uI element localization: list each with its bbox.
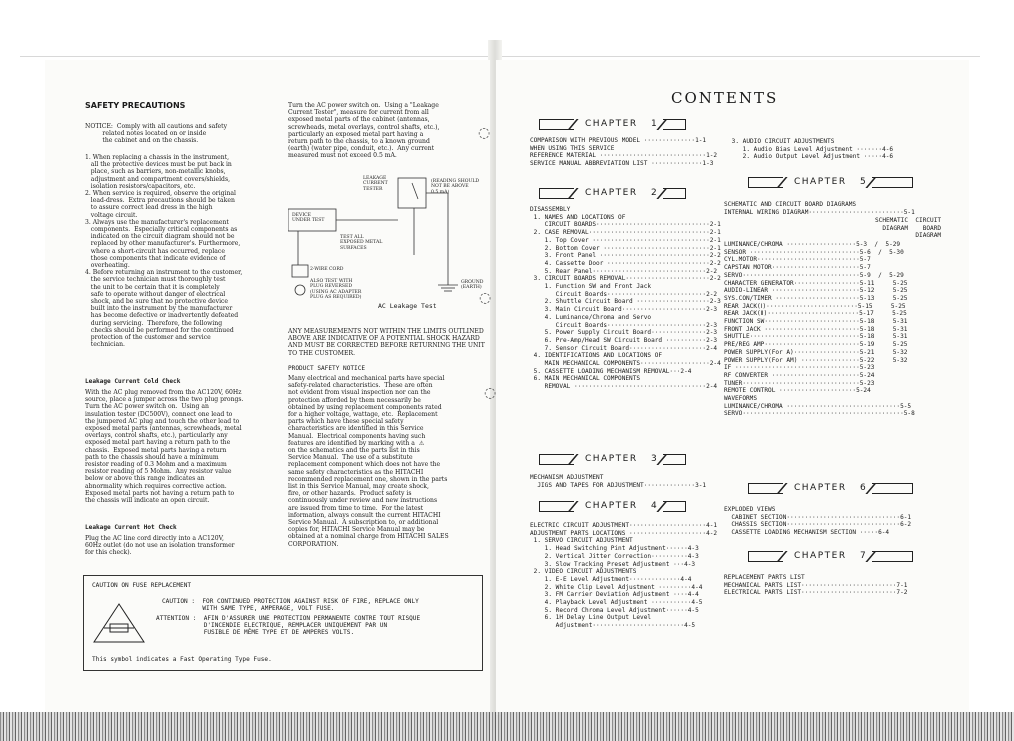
right-page — [496, 60, 969, 715]
ac-leakage-diagram — [288, 175, 488, 310]
binding-hole-mark-3: ◌ — [484, 385, 497, 401]
chapter-2-header — [539, 188, 689, 199]
chapter-7-number: 7 — [860, 551, 868, 561]
chapter-2-label: CHAPTER — [585, 188, 638, 198]
chapter-4-header — [539, 501, 689, 512]
chapter-6-number: 6 — [860, 483, 868, 493]
col2-intro: Turn the AC power switch on. Using a "Leakage Current Tester", measure for current from all exposed metal parts of the cabinet (antennas, screwheads, metal overlays, control shafts, etc.), particularly an exposed metal part having a return path to the chassis, to a known ground (earth) (water pipe, conduit, etc.). Any current measured must not exceed 0.5 mA. — [288, 102, 440, 160]
chapter-1-items: COMPARISON WITH PREVIOUS MODEL ··············1-1 WHEN USING THIS SERVICE REFERENCE MATERIAL ·····························1-2 SERVICE MANUAL ABBREVIATION LIST ··············1-3 — [530, 137, 718, 168]
chapter-2-items: DISASSEMBLY 1. NAMES AND LOCATIONS OF CIRCUIT BOARDS·······························2-1 2. CASE REMOVAL·································2-1 1. Top Cover ································2-1 2. Bottom Cover ·····························2-1 3. Front Panel ······························2-2 4. Cassette Door ····························2-2 5. Rear Panel·······························2-2 3. CIRCUIT BOARDS REMOVAL·······················2-2 1. Function SW and Front Jack Circuit Boards···························2-2 2. Shuttle Circuit Board ····················2-3 3. Main Circuit Board·······················2-3 4. Luminance/Chroma and Servo Circuit Boards···························2-3 5. Power Supply Circuit Board···············2-3 6. Pre-Amp/Head SW Circuit Board ···········2-3 7. Sensor Circuit Board·····················2-4 4. IDENTIFICATIONS AND LOCATIONS OF MAIN MECHANICAL COMPONENTS···················2-4 5. CASSETTE LOADING MECHANISM REMOVAL···2-4 6. MAIN MECHANICAL COMPONENTS REMOVAL ····································2-4 — [530, 206, 721, 391]
test-all-label: TEST ALL EXPOSED METAL SURFACES — [340, 235, 383, 251]
chapter-6-label: CHAPTER — [794, 483, 847, 493]
scan-bottom-edge — [0, 712, 1014, 741]
chapter-7-label: CHAPTER — [794, 551, 847, 561]
reading-label: (READING SHOULD NOT BE ABOVE 0.5 mA) — [431, 179, 480, 195]
cold-check-text: With the AC plug removed from the AC120V, 60Hz source, place a jumper across the two plug prongs. Turn the AC power switch on. Using an insulation tester (DC500V), connect one lead to the jumpered AC plug and touch the other lead to exposed metal parts (antennas, screwheads, metal overlays, control shafts, etc.), particularly any exposed metal part having a return path to the chassis. Exposed metal parts having a return path to the chassis should have a minimum resistor reading of 0.3 Mohm and a maximum resistor reading of 5 Mohm. Any resistor value below or above this range indicates an abnormality which requires corrective action. Exposed metal parts not having a return path to the chassis will indicate an open circuit. — [85, 389, 244, 505]
tester-label: LEAKAGE CURRENT TESTER — [363, 176, 388, 192]
chapter-4-items: ELECTRIC CIRCUIT ADJUSTMENT·····················4-1 ADJUSTMENT PARTS LOCATIONS ·····················4-2 1. SERVO CIRCUIT ADJUSTMENT 1. Head Switching Pint Adjustment······4-3 2. Vertical Jitter Correction··········4-3 3. Slow Tracking Preset Adjustment ···4-3 2. VIDEO CIRCUIT ADJUSTMENTS 1. E-E Level Adjustment··············4-4 2. White Clip Level Adjustment ·········4-4 3. FM Carrier Deviation Adjustment ····4-4 4. Playback Level Adjustment ···········4-5 5. Record Chroma Level Adjustment······4-5 6. 1H Delay Line Output Level Adjustment·························4-5 — [530, 522, 718, 630]
diagram-caption: AC Leakage Test — [378, 302, 437, 310]
chapter-4-label: CHAPTER — [585, 501, 638, 511]
hot-check-title: Leakage Current Hot Check — [85, 524, 177, 531]
chapter-5-head: SCHEMATIC AND CIRCUIT BOARD DIAGRAMS INTERNAL WIRING DIAGRAM··························5-1 — [724, 201, 915, 216]
chapter-5-items: LUMINANCE/CHROMA ···················5-3 / 5-29 SENSOR ······························5-6 / 5-30 CYL.MOTOR····························5-7 CAPSTAN MOTOR························5-7 SERVO································5-9 / 5-29 CHARACTER GENERATOR··················5-11 5-25 AUDIO-LINEAR ························5-12 5-25 SYS.CON/TIMER ·······················5-13 5-25 REAR JACK(Ⅰ)·························5-15 5-25 REAR JACK(Ⅱ)·························5-17 5-25 FUNCTION SW··························5-18 5-31 FRONT JACK ··························5-18 5-31 SHUTTLE······························5-18 5-31 PRE/REG AMP··························5-19 5-25 POWER SUPPLY(For A)··················5-21 5-32 POWER SUPPLY(For AM) ················5-22 5-32 IF ··································5-23 RF CONVERTER ························5-24 TUNER································5-23 REMOTE CONTROL ·····················5-24 WAVEFORMS LUMINANCE/CHROMA ·······························5-5 SERVO············································5-8 — [724, 241, 915, 418]
also-test-label: ALSO TEST WITH PLUG REVERSED (USING AC ADAPTER PLUG AS REQUIRED) — [310, 279, 362, 301]
wire-cord-label: 2-WIRE CORD — [310, 267, 344, 272]
fuse-symbol-note: This symbol indicates a Fast Operating Type Fuse. — [92, 656, 272, 663]
chapter-4-audio-items: 3. AUDIO CIRCUIT ADJUSTMENTS 1. Audio Bias Level Adjustment ·······4-6 2. Audio Output Level Adjustment ·····4-6 — [731, 138, 894, 161]
cold-check-title: Leakage Current Cold Check — [85, 378, 181, 385]
product-notice-text: Many electrical and mechanical parts have special safety-related characteristics. These are often not evident from visual inspection nor can the protection afforded by them necessarily be obtained by using replacement components rated for a higher voltage, wattage, etc. Replacement parts which have these special safety characteristics are identified in this Service Manual. Electrical components having such features are identified by marking with a ⚠ on the schematics and the parts list in this Service Manual. The use of a substitute replacement component which does not have the same safety characteristics as the HITACHI recommended replacement one, shown in the parts list in this Service Manual, may create shock, fire, or other hazards. Product safety is continuously under review and new instructions are issued from time to time. For the latest information, always consult the current HITACHI Service Manual. A subscription to, or additional copies for, HITACHI Service Manual may be obtained at a nominal charge from HITACHI SALES CORPORATION. — [288, 375, 449, 548]
chapter-6-header — [748, 483, 918, 494]
measurements-text: ANY MEASUREMENTS NOT WITHIN THE LIMITS OUTLINED ABOVE ARE INDICATIVE OF A POTENTIAL SHOCK HAZARD AND MUST BE CORRECTED BEFORE RETURNING THE UNIT TO THE CUSTOMER. — [288, 328, 485, 357]
chapter-1-label: CHAPTER — [585, 119, 638, 129]
chapter-5-header — [748, 177, 918, 188]
chapter-5-number: 5 — [860, 177, 868, 187]
chapter-3-items: MECHANISM ADJUSTMENT JIGS AND TAPES FOR ADJUSTMENT··············3-1 — [530, 474, 707, 489]
binding-hole-mark: ◌ — [478, 125, 491, 141]
fuse-caution-text: CAUTION : FOR CONTINUED PROTECTION AGAINST RISK OF FIRE, REPLACE ONLY WITH SAME TYPE, AMPERAGE, VOLT FUSE. — [162, 598, 419, 613]
safety-items: 1. When replacing a chassis in the instrument, all the protective devices must be put back in place, such as barriers, non-metallic knobs, adjustment and compartment covers/shields, isolation resistors/capacitors, etc. 2. When service is required, observe the original lead-dress. Extra precautions should be taken to assure correct lead dress in the high voltage circuit. 3. Always use the manufacturer's replacement components. Especially critical components as indicated on the circuit diagram should not be replaced by other manufacturer's. Furthermore, where a short-circuit has occurred, replace those components that indicate evidence of overheating. 4. Before returning an instrument to the customer, the service technician must thoroughly test the unit to be certain that it is completely safe to operate without danger of electrical shock, and be sure that no protective device built into the instrument by the manufacturer has become defective or inadvertently defeated during servicing. Therefore, the following checks should be performed for the continued protection of the customer and service technician. — [85, 154, 243, 349]
safety-title: SAFETY PRECAUTIONS — [85, 101, 186, 110]
contents-title: CONTENTS — [671, 89, 779, 107]
chapter-3-number: 3 — [651, 454, 659, 464]
device-label: DEVICE UNDER TEST — [292, 213, 325, 224]
fuse-box-title: CAUTION ON FUSE REPLACEMENT — [92, 582, 192, 589]
fuse-warning-triangle-icon — [92, 602, 146, 644]
chapter-7-items: REPLACEMENT PARTS LIST MECHANICAL PARTS LIST··························7-1 ELECTRICAL PARTS LIST··························7-2 — [724, 574, 908, 597]
chapter-4-number: 4 — [651, 501, 659, 511]
hot-check-text: Plug the AC line cord directly into a AC120V, 60Hz outlet (do not use an isolation transformer for this check). — [85, 535, 235, 557]
notice-text: NOTICE: Comply with all cautions and safety related notes located on or inside the cabinet and on the chassis. — [85, 123, 228, 145]
chapter-3-label: CHAPTER — [585, 454, 638, 464]
left-page — [45, 60, 490, 715]
ground-label: GROUND (EARTH) — [461, 280, 484, 291]
chapter-1-number: 1 — [651, 119, 659, 129]
binding-hole-mark-2: ◌ — [479, 290, 492, 306]
fuse-attention-text: ATTENTION : AFIN D'ASSURER UNE PROTECTION PERMANENTE CONTRE TOUT RISQUE D'INCENDIE ELECTRIQUE, REMPLACER UNIQUEMENT PAR UN FUSIBLE DE MÊME TYPE ET DE AMPERES VOLTS. — [156, 615, 421, 637]
chapter-7-header — [748, 551, 918, 562]
chapter-5-label: CHAPTER — [794, 177, 847, 187]
product-notice-title: PRODUCT SAFETY NOTICE — [288, 365, 366, 372]
chapter-1-header — [539, 119, 689, 130]
chapter-2-number: 2 — [651, 188, 659, 198]
chapter-6-items: EXPLODED VIEWS CABINET SECTION·······························6-1 CHASSIS SECTION·······························6-2 CASSETTE LOADING MECHANISM SECTION ·····6-4 — [724, 506, 912, 537]
chapter-3-header — [539, 454, 689, 465]
fuse-caution-box — [83, 575, 483, 671]
chapter-5-column-heads: SCHEMATIC CIRCUIT DIAGRAM BOARD DIAGRAM — [875, 217, 942, 240]
